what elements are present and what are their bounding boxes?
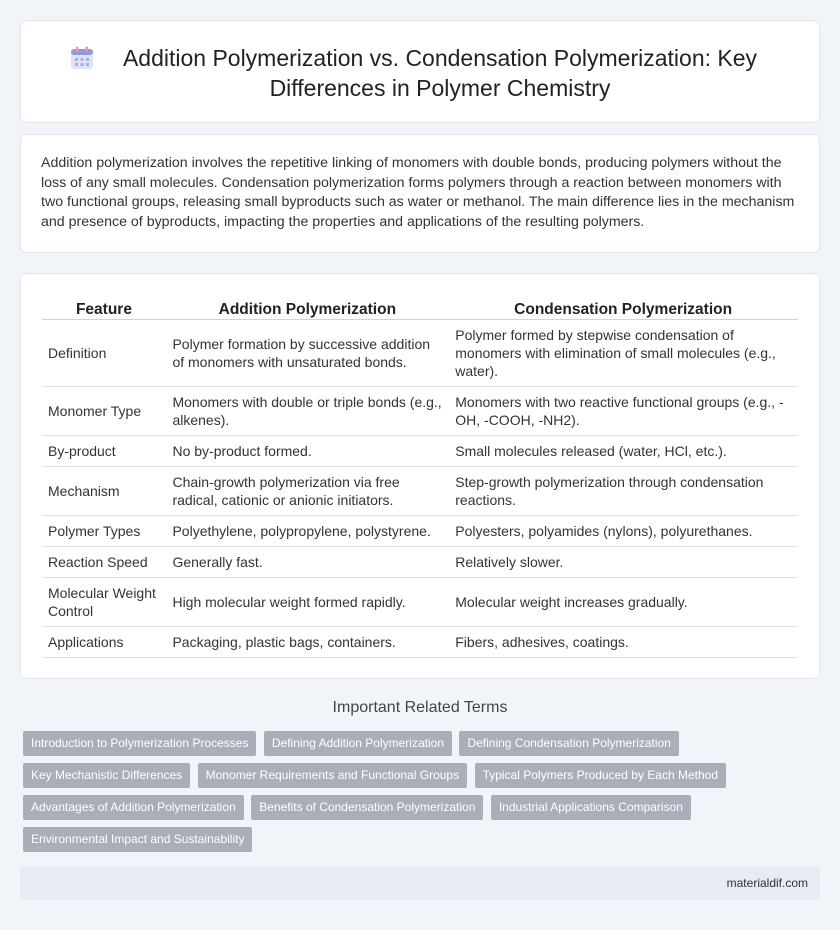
table-row bbox=[42, 577, 798, 626]
addition-cell: Chain-growth polymerization via free radical, cationic or anionic initiators. bbox=[166, 466, 449, 515]
related-tag[interactable]: Typical Polymers Produced by Each Method bbox=[475, 763, 726, 788]
related-tag[interactable]: Introduction to Polymerization Processes bbox=[23, 731, 256, 756]
comparison-table bbox=[42, 296, 798, 658]
table-header-row bbox=[42, 296, 798, 319]
intro-paragraph: Addition polymerization involves the repetitive linking of monomers with double bonds, producing polymers without the loss of any small molecules. Condensation polymerization forms polymers through a reaction between monomers with two functional groups, releasing small byproducts such as water or methanol. The main difference lies in the mechanism and presence of byproducts, impacting the properties and applications of the resulting polymers. bbox=[41, 155, 795, 230]
related-tag[interactable]: Key Mechanistic Differences bbox=[23, 763, 190, 788]
intro-card bbox=[20, 134, 820, 253]
addition-cell: Monomers with double or triple bonds (e.g., alkenes). bbox=[166, 386, 449, 435]
related-tag[interactable]: Environmental Impact and Sustainability bbox=[23, 827, 252, 852]
condensation-cell: Small molecules released (water, HCl, etc.). bbox=[449, 435, 798, 466]
addition-cell: Polymer formation by successive addition of monomers with unsaturated bonds. bbox=[166, 319, 449, 386]
header-addition: Addition Polymerization bbox=[166, 296, 449, 319]
addition-cell: Generally fast. bbox=[166, 546, 449, 577]
condensation-cell: Molecular weight increases gradually. bbox=[449, 577, 798, 626]
footer bbox=[20, 866, 820, 900]
feature-cell: Applications bbox=[42, 626, 166, 657]
table-row bbox=[42, 515, 798, 546]
table-row bbox=[42, 466, 798, 515]
table-row bbox=[42, 319, 798, 386]
header-feature: Feature bbox=[42, 296, 166, 319]
addition-cell: Packaging, plastic bags, containers. bbox=[166, 626, 449, 657]
related-tag[interactable]: Defining Addition Polymerization bbox=[264, 731, 452, 756]
comparison-table-card bbox=[20, 273, 820, 679]
related-tag[interactable]: Advantages of Addition Polymerization bbox=[23, 795, 244, 820]
feature-cell: By-product bbox=[42, 435, 166, 466]
table-row bbox=[42, 546, 798, 577]
table-row bbox=[42, 435, 798, 466]
related-tag[interactable]: Monomer Requirements and Functional Groups bbox=[198, 763, 467, 788]
related-terms-tags bbox=[23, 731, 813, 859]
condensation-cell: Step-growth polymerization through condensation reactions. bbox=[449, 466, 798, 515]
condensation-cell: Monomers with two reactive functional groups (e.g., -OH, -COOH, -NH2). bbox=[449, 386, 798, 435]
table-row bbox=[42, 626, 798, 657]
title-card bbox=[20, 20, 820, 123]
condensation-cell: Polyesters, polyamides (nylons), polyurethanes. bbox=[449, 515, 798, 546]
feature-cell: Reaction Speed bbox=[42, 546, 166, 577]
addition-cell: Polyethylene, polypropylene, polystyrene. bbox=[166, 515, 449, 546]
table-row bbox=[42, 386, 798, 435]
condensation-cell: Fibers, adhesives, coatings. bbox=[449, 626, 798, 657]
condensation-cell: Polymer formed by stepwise condensation of monomers with elimination of small molecules (e.g., water). bbox=[449, 319, 798, 386]
feature-cell: Mechanism bbox=[42, 466, 166, 515]
feature-cell: Definition bbox=[42, 319, 166, 386]
condensation-cell: Relatively slower. bbox=[449, 546, 798, 577]
page-title: Addition Polymerization vs. Condensation Polymerization: Key Differences in Polymer Chemistry bbox=[122, 45, 758, 101]
addition-cell: High molecular weight formed rapidly. bbox=[166, 577, 449, 626]
header-condensation: Condensation Polymerization bbox=[449, 296, 798, 319]
related-terms-title: Important Related Terms bbox=[332, 699, 508, 716]
feature-cell: Polymer Types bbox=[42, 515, 166, 546]
feature-cell: Molecular Weight Control bbox=[42, 577, 166, 626]
related-tag[interactable]: Benefits of Condensation Polymerization bbox=[251, 795, 483, 820]
footer-site-link[interactable]: materialdif.com bbox=[726, 876, 808, 890]
related-tag[interactable]: Industrial Applications Comparison bbox=[491, 795, 691, 820]
feature-cell: Monomer Type bbox=[42, 386, 166, 435]
addition-cell: No by-product formed. bbox=[166, 435, 449, 466]
related-tag[interactable]: Defining Condensation Polymerization bbox=[459, 731, 678, 756]
